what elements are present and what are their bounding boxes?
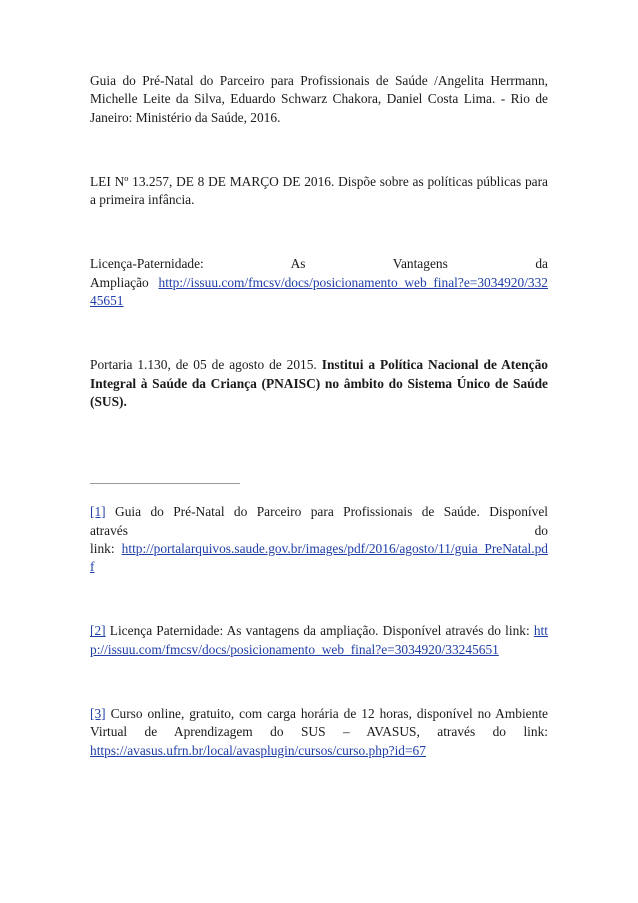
reference-licenca-link[interactable]: http://issuu.com/fmcsv/docs/posicionamento_web_final?e=3034920/33245651 (90, 274, 548, 309)
reference-licenca-line1: Licença-Paternidade: As Vantagens da (90, 256, 548, 272)
footnote-divider (90, 483, 240, 484)
document-page (90, 72, 548, 760)
footnote-1-link[interactable]: http://portalarquivos.saude.gov.br/images/pdf/2016/agosto/11/guia_PreNatal.pdf (90, 540, 548, 575)
reference-licenca-prefix: Ampliação (90, 274, 149, 290)
reference-licenca-text (90, 275, 548, 308)
footnote-2 (90, 622, 548, 659)
footnote-1-text-line1: Guia do Pré-Natal do Parceiro para Profissionais de Saúde. Disponível (115, 504, 548, 520)
footnote-3-link[interactable]: https://avasus.ufrn.br/local/avasplugin/cursos/curso.php?id=67 (90, 742, 426, 758)
footnote-1 (90, 503, 548, 576)
footnote-1-prefix: link: (90, 540, 115, 556)
reference-licenca-paternidade (90, 255, 548, 310)
reference-portaria-plain: Portaria 1.130, de 05 de agosto de 2015. (90, 357, 317, 373)
footnote-1-marker[interactable]: [1] (90, 504, 106, 520)
reference-portaria-1130 (90, 356, 548, 411)
footnote-3-text: Curso online, gratuito, com carga horária de 12 horas, disponível no Ambiente Virtual de Aprendizagem do SUS – AVASUS, através do link: (90, 706, 548, 740)
footnote-3 (90, 705, 548, 760)
footnote-1-line1 (90, 503, 548, 521)
footnote-2-link[interactable]: http://issuu.com/fmcsv/docs/posicionamento_web_final?e=3034920/33245651 (90, 623, 548, 657)
reference-lei-13257: LEI Nº 13.257, DE 8 DE MARÇO DE 2016. Dispõe sobre as políticas públicas para a primeira infância. (90, 173, 548, 208)
footnote-2-text: Licença Paternidade: As vantagens da ampliação. Disponível através do link: (109, 623, 530, 639)
reference-guia-pre-natal: Guia do Pré-Natal do Parceiro para Profissionais de Saúde /Angelita Herrmann, Michelle Leite da Silva, Eduardo Schwarz Chakora, Daniel Costa Lima. - Rio de Janeiro: Ministério da Saúde, 2016. (90, 73, 548, 125)
footnote-1-line2: através do (90, 522, 548, 538)
footnote-1-link-line (90, 541, 548, 574)
reference-portaria-bold: Institui a Política Nacional de Atenção Integral à Saúde da Criança (PNAISC) no âmbito do Sistema Único de Saúde (SUS). (90, 357, 548, 409)
footnote-3-marker[interactable]: [3] (90, 706, 106, 722)
footnote-2-marker[interactable]: [2] (90, 623, 106, 639)
